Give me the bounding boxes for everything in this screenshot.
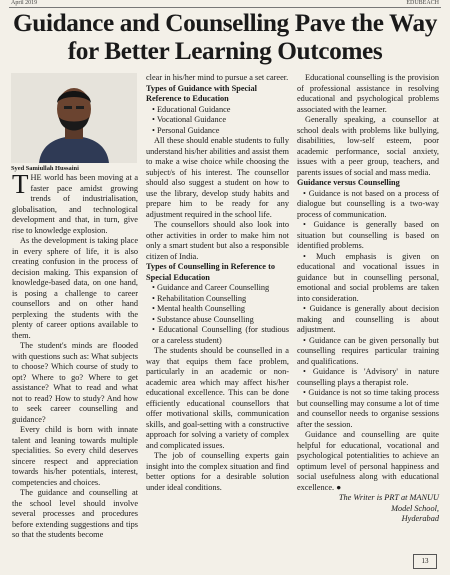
paragraph: The counsellors should also look into other activities in order to make him not only a smart student but also a responsible citizen of India. (146, 220, 289, 261)
article-headline: Guidance and Counselling Pave the Way for Better Learning Outcomes (13, 9, 437, 65)
list-item: • Rehabilitation Counselling (152, 293, 247, 303)
list-item: • Guidance can be given personally but counselling requires particular training and qualifications. (297, 335, 439, 366)
list-item: • Guidance and Career Counselling (152, 283, 270, 292)
list-item: • Personal Guidance (152, 125, 220, 135)
list-item: • Vocational Guidance (152, 115, 227, 124)
list-item: • Mental health Counselling (152, 304, 246, 313)
subheading: Guidance versus Counselling (297, 178, 400, 187)
author-byline: Model School, (391, 503, 439, 513)
list-item: • Substance abuse Counselling (152, 314, 254, 324)
list-item: • Guidance is 'Advisory' in nature counselling plays a therapist role. (297, 367, 439, 387)
running-head (9, 0, 441, 8)
paragraph: The job of counselling experts gain insight into the complex situation and find better options for a desirable solution under ideal conditions. (146, 451, 289, 492)
page-number: 13 (413, 554, 437, 569)
drop-cap: T (12, 169, 29, 199)
paragraph: Educational counselling is the provision of professional assistance in resolving educational and psychological problems associated with the learner. (297, 73, 439, 114)
list-item: • Guidance is generally about decision making and counselling is about adjustment. (297, 304, 439, 334)
list-item: • Much emphasis is given on educational and vocational issues in guidance but in counselling personal, emotional and social problems are taken into consideration. (297, 251, 439, 303)
newspaper-page (9, 0, 441, 575)
portrait-image (11, 73, 137, 163)
paragraph: The guidance and counselling at the school level should involve several processes and procedures before extending suggestions and tips so that the students become (12, 488, 138, 539)
article-column-1 (12, 169, 138, 541)
subheading: Types of Counselling in Reference to Special Education (146, 262, 275, 282)
paragraph: As the development is taking place in every sphere of life, it is also creating confusion in the process of decision making. This expansion of knowledge-based data, on one hand, is posing a challenge to career counsellors and on other hand perplexing the students with the plenty of career options available to them. (12, 236, 138, 340)
author-photo (11, 73, 137, 163)
list-item: • Guidance is not based on a process of dialogue but counselling is a two-way process of communication. (297, 188, 439, 219)
paragraph: The student's minds are flooded with questions such as: What subjects to choose? Which course of study to opt? Where to go? Where to get assistance? What to read and what not to read? How to study? And how to seek career counselling and guidance? (12, 341, 138, 424)
list-item: • Guidance is not so time taking process but counselling may consume a lot of time and counsellor needs to organise sessions after the session. (297, 388, 439, 429)
author-caption: Syed Samiullah Hussaini (11, 165, 79, 172)
author-byline: Hyderabad (401, 514, 439, 523)
paragraph: All these should enable students to fully understand his/her abilities and assist them to make a wise choice while choosing the subject/s of his interest. The counsellor should also suggest a student on how to use the library, develop study habits and prepare him to be ready for any adjustment required in the school life. (146, 136, 289, 219)
list-item: • Educational Counselling (for studious or a careless student) (152, 325, 289, 345)
paragraph: THE world has been moving at a faster pace amidst growing trends of industrialisation, globalisation, and technological development and that, in turn, give rise to knowledge explosion. (12, 169, 138, 235)
publication-name: EDUBEACH (406, 0, 439, 6)
subheading: Types of Guidance with Special Reference to Education (146, 83, 257, 103)
paragraph: Guidance and counselling are quite helpful for educational, vocational and psychological potentialities to achieve an optimum level of personal happiness and social usefulness along with educational excellence. ● (297, 430, 439, 492)
paragraph: Generally speaking, a counsellor at school deals with problems like bullying, disabilities, low-self esteem, poor academic performance, social anxiety, issues with a peer group, teachers, and parents issues of social and mass media. (297, 115, 439, 177)
paragraph: Every child is born with innate talent and leaning towards multiple specialities. So every child deserves sincere respect and appreciation towards his/her potentials, interest, competencies and choices. (12, 425, 138, 487)
paragraph: The students should be counselled in a way that equips them face problem, particularly in an academic or non-academic area which may affect his/her educational excellence. This can be done efficiently educational counsellors that offer motivational skills, communication skills, and goal-setting with a constructive approach for solving a variety of complex and complicated issues. (146, 346, 289, 450)
article-column-3 (297, 73, 439, 525)
issue-date: April 2019 (11, 0, 38, 6)
list-item: • Educational Guidance (152, 104, 231, 114)
list-item: • Guidance is generally based on situation but counselling is based on identified problems. (297, 220, 439, 250)
paragraph: clear in his/her mind to pursue a set career. (146, 73, 289, 82)
author-byline: The Writer is PRT at MANUU (338, 493, 439, 502)
article-column-2 (146, 73, 289, 493)
